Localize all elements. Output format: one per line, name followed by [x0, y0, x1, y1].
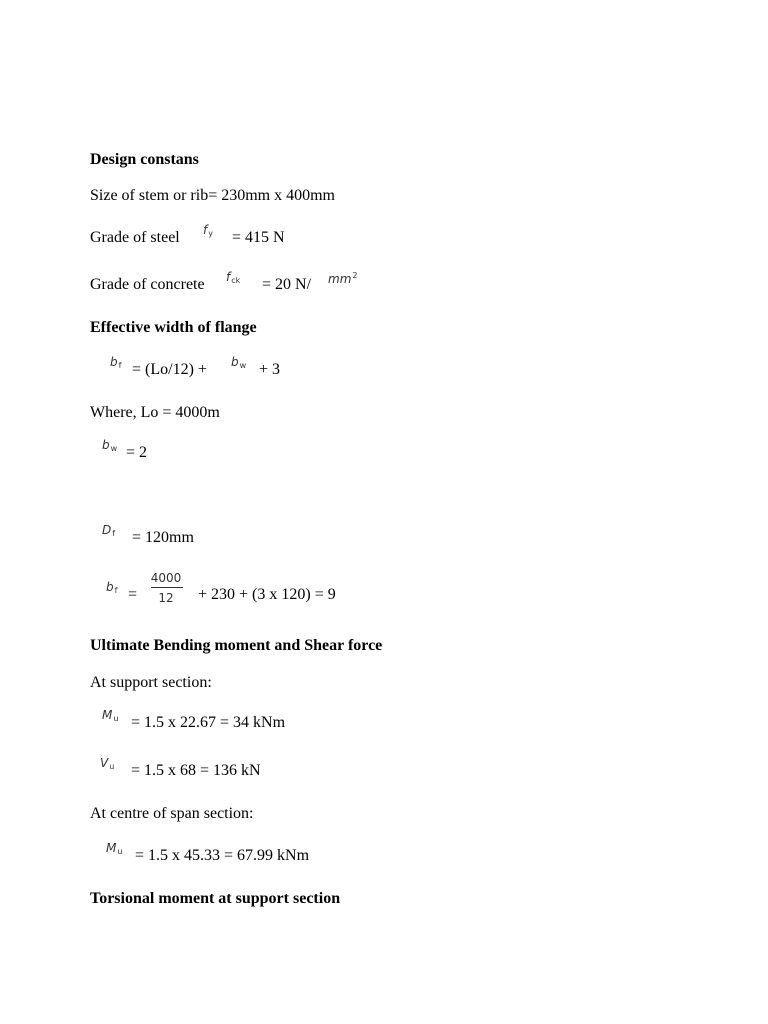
mu-centre-value: = 1.5 x 45.33 = 67.99 kNm: [135, 847, 310, 864]
heading-ultimate-bending: Ultimate Bending moment and Shear force: [90, 637, 383, 654]
bf-formula-text: = (Lo/12) +: [132, 361, 207, 378]
mm2-unit: $mm^2$: [328, 271, 358, 286]
bf-symbol: bf: [110, 355, 122, 370]
fraction-denominator: 12: [158, 591, 174, 605]
bf-symbol-2: bf: [106, 580, 118, 595]
centre-span-label: At centre of span section:: [90, 805, 254, 822]
fraction-bar: [151, 587, 183, 588]
bw-symbol: bw: [231, 355, 247, 370]
concrete-grade-label: Grade of concrete: [90, 276, 205, 293]
df-value: = 120mm: [132, 529, 194, 546]
heading-torsional-moment: Torsional moment at support section: [90, 890, 341, 907]
mu-support-value: = 1.5 x 22.67 = 34 kNm: [131, 714, 286, 731]
support-section-label: At support section:: [90, 674, 212, 691]
df-symbol: Df: [102, 523, 116, 538]
stem-size-text: Size of stem or rib= 230mm x 400mm: [90, 187, 335, 204]
bf-calc-rest: + 230 + (3 x 120) = 9: [198, 586, 336, 603]
vu-support-value: = 1.5 x 68 = 136 kN: [131, 762, 261, 779]
heading-effective-width: Effective width of flange: [90, 319, 257, 336]
fck-symbol: fck: [226, 270, 241, 285]
bf-equals: =: [128, 586, 138, 603]
vu-symbol: Vu: [100, 756, 115, 771]
fy-symbol: fy: [203, 223, 213, 238]
mu-symbol: Mu: [102, 708, 119, 723]
heading-design-constants: Design constans: [90, 151, 199, 168]
bf-formula-tail: + 3: [259, 361, 281, 378]
steel-grade-value: = 415 N: [232, 229, 285, 246]
concrete-grade-value: = 20 N/: [262, 276, 312, 293]
fraction-numerator: 4000: [150, 571, 182, 585]
steel-grade-label: Grade of steel: [90, 229, 180, 246]
bw-symbol-2: bw: [102, 438, 118, 453]
bw-value: = 2: [126, 444, 148, 461]
mu-symbol-2: Mu: [106, 841, 123, 856]
lo-definition: Where, Lo = 4000m: [90, 404, 220, 421]
